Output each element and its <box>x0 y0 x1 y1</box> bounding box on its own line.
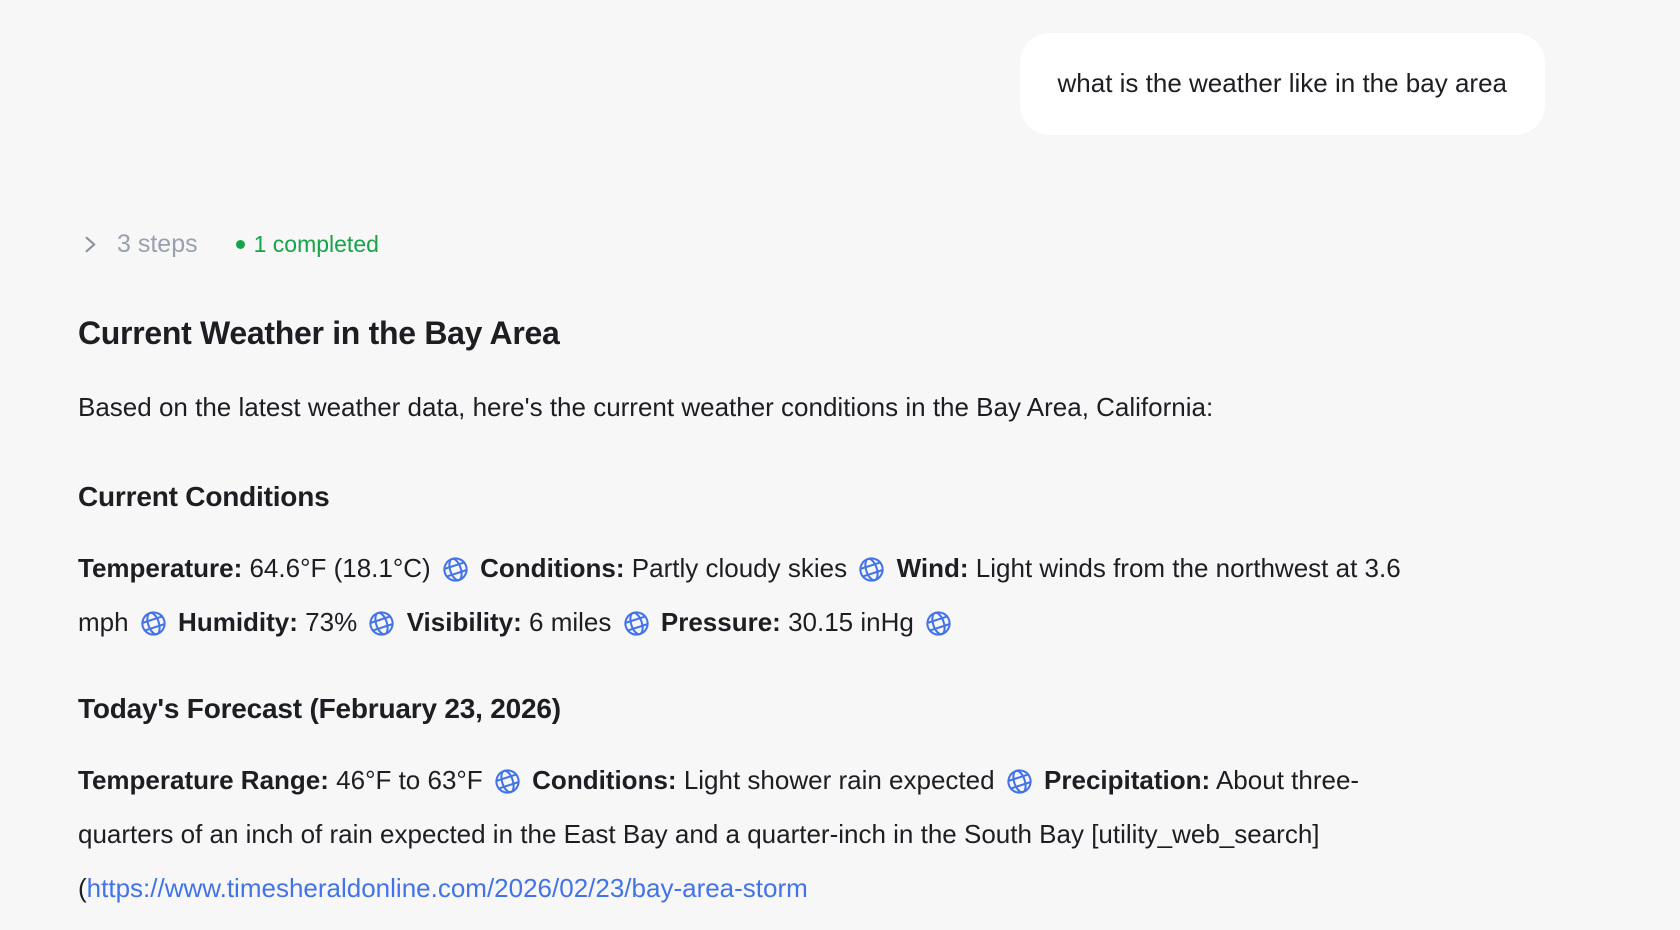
assistant-response <box>78 230 1424 915</box>
source-link[interactable]: https://www.timesheraldonline.com/2026/02/23/bay-area-storm <box>86 872 808 903</box>
field-label: Visibility: <box>406 606 522 637</box>
field-label: Temperature Range: <box>78 764 329 795</box>
field-label: Temperature: <box>78 552 243 583</box>
response-title: Current Weather in the Bay Area <box>78 314 560 351</box>
citation-globe-icon[interactable] <box>921 607 956 637</box>
steps-count[interactable]: 3 steps <box>117 229 198 258</box>
field-value: Light shower rain expected <box>683 764 995 795</box>
field-label: Precipitation: <box>1044 764 1211 795</box>
citation-globe-icon[interactable] <box>1002 765 1037 795</box>
field-label: Wind: <box>896 552 969 583</box>
response-intro: Based on the latest weather data, here's the current weather conditions in the Bay Area, California: <box>78 391 1214 422</box>
citation-globe-icon[interactable] <box>490 765 525 795</box>
field-value: 6 miles <box>529 606 612 637</box>
field-value: About three-quarters of an inch of rain expected in the East Bay and a quarter-inch in the South Bay <box>78 764 1360 849</box>
field-value: Partly cloudy skies <box>631 552 848 583</box>
user-message-row <box>0 0 1680 135</box>
field-value: 30.15 inHg <box>788 606 914 637</box>
steps-completed-badge <box>236 231 379 258</box>
steps-toggle[interactable] <box>78 230 1424 259</box>
current-conditions-text <box>78 541 1424 649</box>
field-value: Light winds from the northwest at 3.6 mph <box>78 552 1401 637</box>
completed-label: 1 completed <box>253 230 379 257</box>
citation-globe-icon[interactable] <box>854 553 889 583</box>
user-message-bubble <box>1020 33 1545 135</box>
citation-globe-icon[interactable] <box>438 553 473 583</box>
user-message-text: what is the weather like in the bay area <box>1057 68 1507 98</box>
field-label: Humidity: <box>178 606 298 637</box>
citation-globe-icon[interactable] <box>136 607 171 637</box>
section-heading-todays-forecast: Today's Forecast (February 23, 2026) <box>78 692 561 724</box>
field-value: 73% <box>305 606 358 637</box>
field-label: Pressure: <box>660 606 781 637</box>
citation-globe-icon[interactable] <box>619 607 654 637</box>
chevron-right-icon[interactable] <box>78 233 101 256</box>
citation-globe-icon[interactable] <box>364 607 399 637</box>
field-label: Conditions: <box>480 552 625 583</box>
field-value: 64.6°F (18.1°C) <box>249 552 431 583</box>
completed-dot-icon <box>236 240 245 249</box>
forecast-text <box>78 753 1424 915</box>
field-label: Conditions: <box>532 764 677 795</box>
markdown-artifact: [utility_web_search]( <box>78 818 1320 903</box>
field-value: 46°F to 63°F <box>336 764 483 795</box>
section-heading-current-conditions: Current Conditions <box>78 480 330 512</box>
